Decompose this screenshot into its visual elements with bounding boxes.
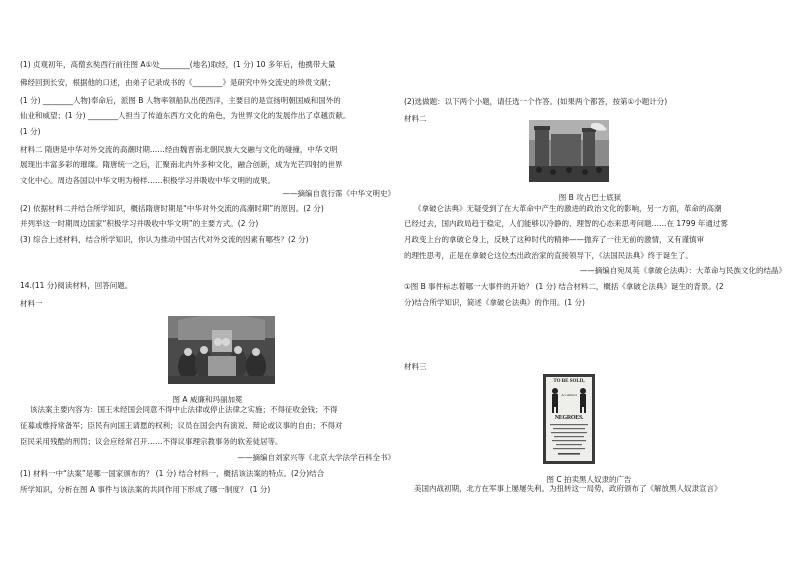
material-1-label: 材料一 — [20, 299, 43, 308]
question-13-1-line-2: 佛经回到长安，根据他的口述，由弟子记录成书的《________》是研究中外交流史的珍贵文献； — [20, 78, 335, 87]
poster-cargo-text: A CARGO — [561, 393, 577, 397]
question-14-1-line-1: (1) 材料一中“法案”是哪一国家颁布的？ (1 分) 结合材料一，概括该法案的特点。(2分)结合 — [20, 469, 325, 478]
question-13-1-line-3: (1 分) ________人物)奉命后，派图 B 人物率领船队出使西洋，主要目的是宣扬明朝国威和国外的 — [20, 96, 341, 105]
poster-figures-illustration — [548, 387, 590, 413]
napoleon-text-line-1: 《拿破仑法典》无疑受到了在大革命中产生的激进的政治文化的影响，另一方面，革命的高潮 — [414, 204, 722, 213]
question-14-heading: 14.(11 分)阅读材料，回答问题。 — [20, 281, 133, 290]
material-3-label: 材料三 — [404, 362, 427, 371]
material-2-line-1: 材料二 隋唐是中华对外交流的高潮时期……经由魏晋南北朝民族大交融与文化的碰撞，中华文明 — [20, 145, 338, 154]
bastille-painting-image — [529, 120, 609, 182]
question-13-1-line-1: (1) 贞观初年，高僧玄奘西行前往图 A①处________(地名)取经，(1 分) 10 多年后，他携带大量 — [20, 60, 336, 69]
optional-question-instruction: (2)选做题：以下两个小题，请任选一个作答。(如果两个都答，按第①小题计分) — [404, 97, 668, 106]
bill-text-line-2: 征募或维持常备军；臣民有向国王请愿的权利；议员在国会内有演说、辩论或议事的自由；不得对 — [20, 421, 343, 430]
poster-small-print — [550, 424, 588, 458]
question-13-1-line-5: (1 分) — [20, 127, 41, 136]
question-14-1-line-2: 所学知识，分析在图 A 事件与该法案的共同作用下形成了哪一制度？ (1 分) — [20, 485, 271, 494]
napoleon-text-line-4: 的理性思考，正是在拿破仑这位杰出政治家的直接领导下，《法国民法典》终于诞生了。 — [404, 251, 693, 260]
figure-b-caption: 图 B 攻占巴士底狱 — [558, 192, 622, 202]
poster-heading: TO BE SOLD, — [553, 379, 585, 384]
coronation-painting-image — [168, 316, 275, 384]
question-2-1-line-1: ①图 B 事件标志着哪一大事件的开始？ (1 分) 结合材料二，概括《拿破仑法典》诞生的背景。(2 — [404, 282, 724, 291]
poster-paper — [546, 377, 592, 461]
bill-text-line-1: 该法案主要内容为：国王未经国会同意不得中止法律或停止法律之实施；不得征收金钱；不得 — [30, 405, 338, 414]
napoleon-text-line-3: 月政变上台的拿破仑身上，反映了这种时代的精神——抛弃了一往无前的激情，又有谨慎审 — [404, 235, 704, 244]
material-1-source: ——摘编自刘家兴等《北京大学法学百科全书》 — [237, 453, 395, 462]
material-2-line-2: 展现出丰富多彩的璀璨。隋唐统一之后，汇聚南北内外多种文化，融合创新，成为光芒四射的世界 — [20, 160, 343, 169]
bill-text-line-3: 臣民采用残酷的刑罚；议会应经常召开……不得议事理宗教事务的软差徒居等。 — [20, 437, 283, 446]
slave-auction-poster-image — [543, 374, 595, 464]
question-13-3: (3) 综合上述材料，结合所学知识，你认为推动中国古代对外交流的因素有哪些？(2 分) — [20, 235, 309, 244]
figure-c-caption: 图 C 拍卖黑人奴隶的广告 — [546, 474, 632, 484]
material-2-source: ——摘编自袁行霈《中华文明史》 — [282, 189, 395, 198]
material-2-label: 材料二 — [404, 114, 427, 123]
material-3-text: 美国内战初期，北方在军事上屡屡失利。为扭转这一局势，政府颁布了《解放黑人奴隶宣言》 — [414, 484, 722, 493]
material-2-source-right: ——摘编自宛凤英《拿破仑法典》：大革命与民族文化的结晶》 — [579, 266, 786, 275]
question-2-1-line-2: 分)结合所学知识，简述《拿破仑法典》的作用。(1 分) — [404, 298, 585, 307]
figure-a-caption: 图 A 威廉和玛丽加冕 — [172, 394, 243, 404]
napoleon-text-line-2: 已经过去，国内政局趋于稳定，人们能够以冷静的、理智的心态来思考问题……在 1799 年通过雾 — [404, 219, 728, 228]
coronation-painting-illustration — [168, 316, 275, 384]
poster-main-word: NEGROES. — [554, 415, 584, 421]
material-2-line-3: 文化中心。周边各国以中华文明为榜样……积极学习并吸收中华文明的成果。 — [20, 176, 275, 185]
question-13-1-line-4: 仙业和威望；(1 分) ________人担当了传道东西方文化的角色，为世界文化的发展作出了卓越贡献。 — [20, 111, 351, 120]
question-13-2-line-1: (2) 依据材料二并结合所学知识，概括隋唐时期是“中华对外交流的高潮时期”的原因。(2 分) — [20, 204, 324, 213]
question-13-2-line-2: 并列举这一时期周边国家“积极学习并吸收中华文明”的主要方式。(2 分) — [20, 219, 259, 228]
bastille-illustration — [529, 120, 609, 182]
